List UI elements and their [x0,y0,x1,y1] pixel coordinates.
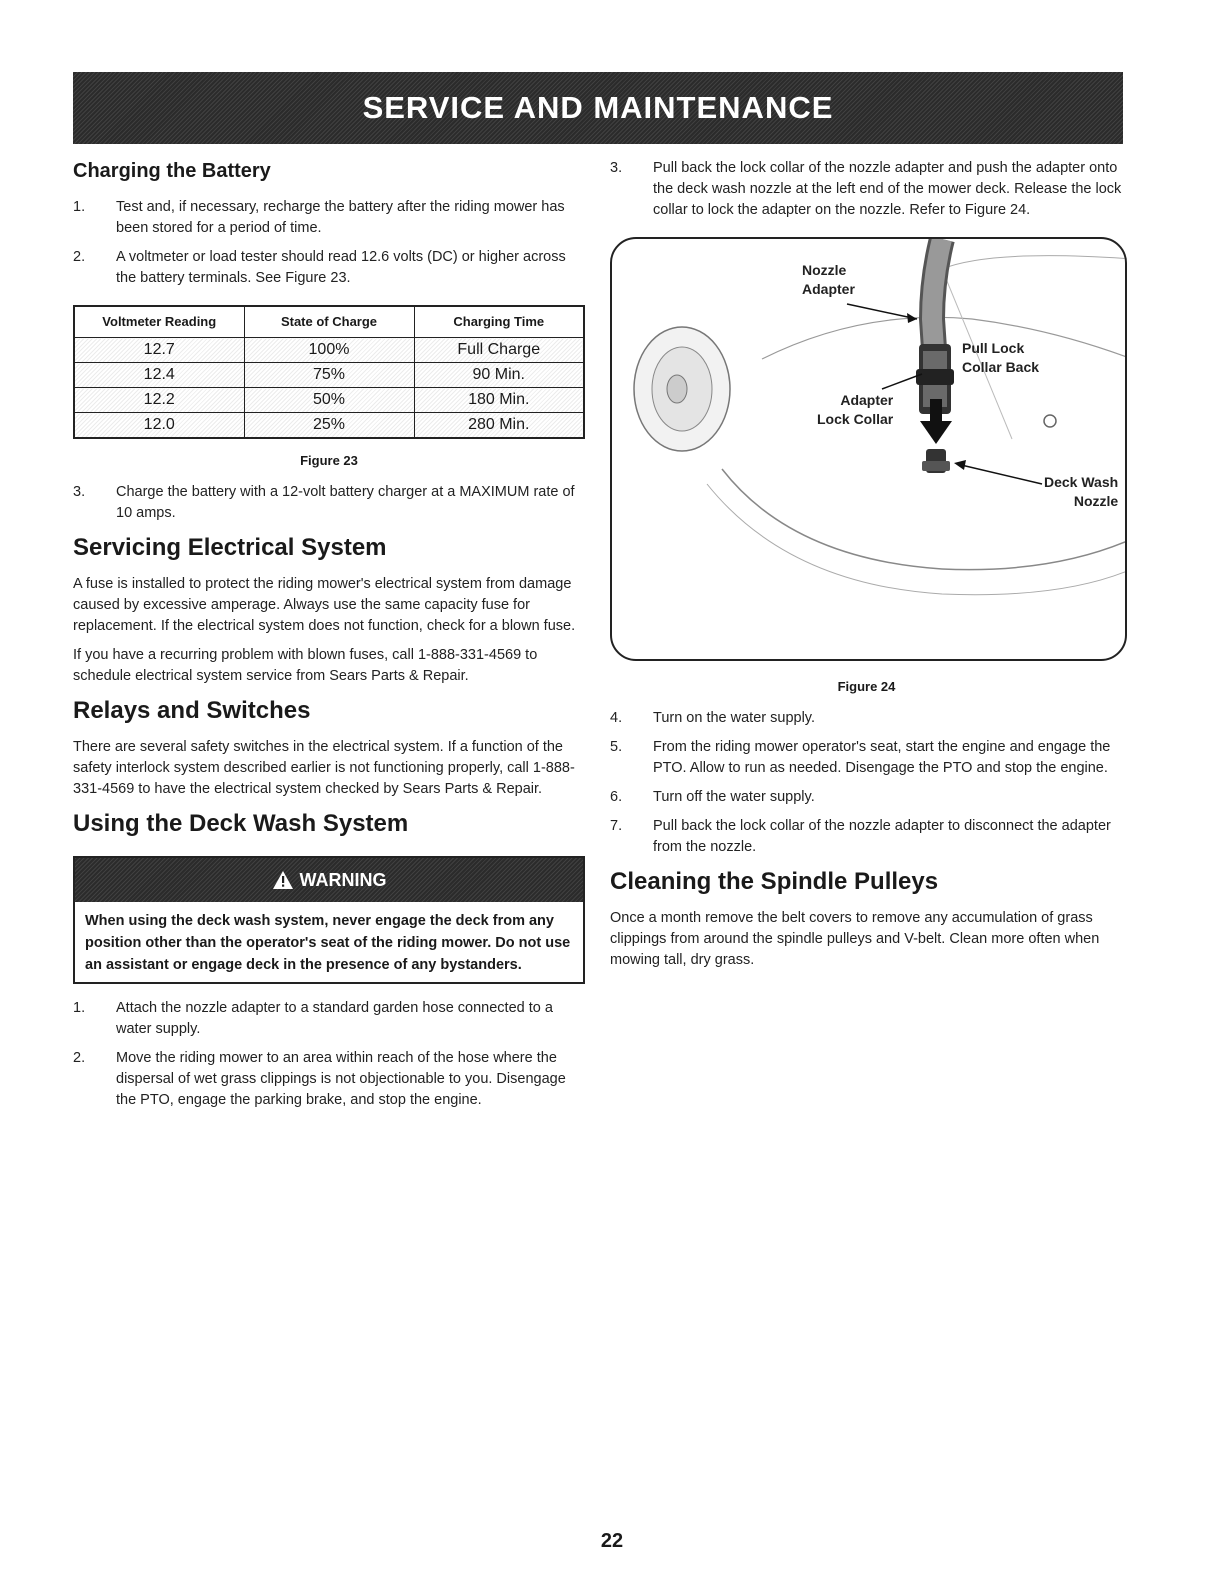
pull-lock-label [962,339,1039,377]
paragraph: Once a month remove the belt covers to remove any accumulation of grass clippings from around the spindle pulleys and V-belt. Clean more often when mowing tall, dry grass. [610,910,1100,968]
label-line: Deck Wash [1044,474,1119,490]
table-row [74,388,584,413]
page-title: SERVICE AND MAINTENANCE [362,90,834,125]
list-item [610,787,1123,808]
item-number: 7. [610,818,623,834]
item-text: Attach the nozzle adapter to a standard garden hose connected to a water supply. [116,1000,553,1037]
item-text: Turn on the water supply. [653,710,815,726]
item-text: Pull back the lock collar of the nozzle adapter to disconnect the adapter from the nozzle. [653,818,1111,855]
table-cell: 280 Min. [414,413,584,439]
item-number: 2. [73,1050,86,1066]
list-item [73,482,585,524]
item-number: 3. [73,484,86,500]
section-banner [73,72,1123,144]
table-row [74,338,584,363]
nozzle-adapter-label [802,261,855,299]
table-row [74,413,584,439]
item-text: Move the riding mower to an area within reach of the hose where the dispersal of wet grass clippings is not objectionable to you. Disengage the PTO, engage the parking brake, and stop the engine. [116,1050,566,1108]
spindle-heading: Cleaning the Spindle Pulleys [610,868,939,895]
paragraph: There are several safety switches in the electrical system. If a function of the safety interlock system described earlier is not functioning properly, call 1-888-331-4569 to have the electrical system checked by Sears Parts & Repair. [73,739,575,797]
relays-heading: Relays and Switches [73,697,311,724]
item-text: Turn off the water supply. [653,789,815,805]
label-line: Pull Lock [962,340,1025,356]
table-header-row [74,306,584,338]
table-cell: 75% [244,363,414,388]
electrical-heading: Servicing Electrical System [73,534,387,561]
item-number: 1. [73,1000,86,1016]
voltage-table [73,305,585,439]
deckwash-heading: Using the Deck Wash System [73,810,409,837]
adapter-lock-collar-label [817,391,893,429]
item-text: Pull back the lock collar of the nozzle adapter and push the adapter onto the deck wash nozzle at the left end of the mower deck. Release the lock collar to lock the adapter on the nozzle. Refer to Figure 24. [653,160,1122,218]
column-header: State of Charge [244,306,414,338]
item-text: From the riding mower operator's seat, start the engine and engage the PTO. Allow to run as needed. Disengage the PTO and stop the engine. [653,739,1111,776]
warning-title: WARNING [299,869,387,890]
list-item [73,247,585,289]
list-item [610,708,1123,729]
deck-wash-diagram [612,239,1125,659]
item-text: A voltmeter or load tester should read 12.6 volts (DC) or higher across the battery terminals. See Figure 23. [116,249,566,286]
item-text: Charge the battery with a 12-volt battery charger at a MAXIMUM rate of 10 amps. [116,484,575,521]
page-number: 22 [600,1530,624,1552]
label-line: Adapter [840,392,894,408]
charging-heading: Charging the Battery [73,160,271,182]
label-line: Adapter [802,281,855,297]
warning-triangle-icon [272,870,294,890]
figure-caption: Figure 23 [300,453,358,468]
table-row [74,363,584,388]
figure-caption: Figure 24 [837,679,896,694]
item-number: 6. [610,789,623,805]
item-number: 1. [73,199,86,215]
table-cell: 90 Min. [414,363,584,388]
item-number: 3. [610,160,623,176]
column-header: Voltmeter Reading [74,306,244,338]
list-item [610,737,1123,779]
deck-wash-nozzle-label [1044,473,1118,511]
table-cell: 25% [244,413,414,439]
table-cell: Full Charge [414,338,584,363]
table-cell: 180 Min. [414,388,584,413]
label-line: Nozzle [1073,493,1119,509]
left-column [73,158,585,1119]
table-cell: 12.4 [74,363,244,388]
item-text: Test and, if necessary, recharge the battery after the riding mower has been stored for a period of time. [116,199,565,236]
warning-text: When using the deck wash system, never engage the deck from any position other than the operator's seat of the riding mower. Do not use an assistant or engage deck in the presence of any bystanders. [85,913,571,973]
list-item [73,1048,585,1111]
column-header: Charging Time [414,306,584,338]
item-number: 2. [73,249,86,265]
table-cell: 100% [244,338,414,363]
list-item [610,158,1123,221]
table-cell: 12.2 [74,388,244,413]
item-number: 5. [610,739,623,755]
paragraph: A fuse is installed to protect the riding mower's electrical system from damage caused by excessive amperage. Always use the same capacity fuse for replacement. If the electrical system does not function, check for a blown fuse. [73,576,576,634]
list-item [73,197,585,239]
paragraph: If you have a recurring problem with blown fuses, call 1-888-331-4569 to schedule electrical system service from Sears Parts & Repair. [73,647,538,684]
label-line: Lock Collar [817,411,894,427]
warning-box [73,856,585,984]
figure-24-illustration [610,237,1127,661]
label-line: Collar Back [962,359,1040,375]
list-item [73,998,585,1040]
label-line: Nozzle [802,262,847,278]
table-cell: 12.7 [74,338,244,363]
warning-header [75,858,583,902]
list-item [610,816,1123,858]
item-number: 4. [610,710,623,726]
right-column [610,158,1123,979]
table-cell: 12.0 [74,413,244,439]
table-cell: 50% [244,388,414,413]
